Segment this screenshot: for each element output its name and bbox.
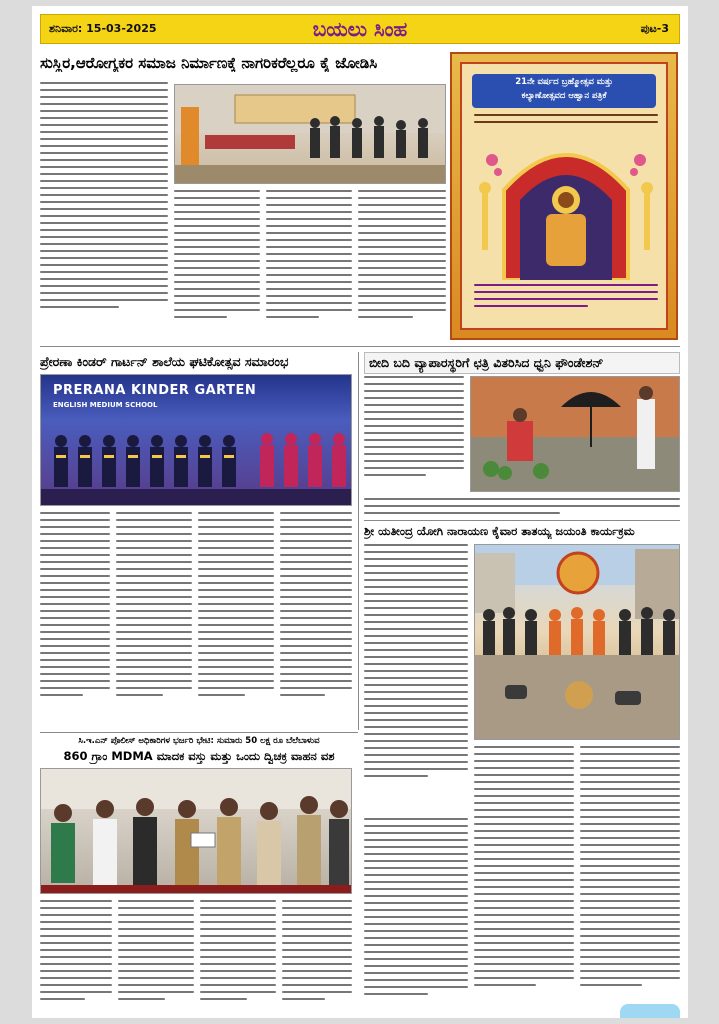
main-article-column-2: [174, 190, 260, 340]
prerana-photo-banner: PRERANA KINDER GARTEN: [53, 383, 257, 398]
invitation-title-line2: ಕಲ್ಯಾಣೋತ್ಸವದ ಆಹ್ವಾನ ಪತ್ರಿಕೆ: [521, 91, 607, 101]
invitation-address-lines: [474, 114, 658, 130]
deity-illustration: [474, 130, 658, 280]
invitation-title-line1: 21ನೇ ವರ್ಷದ ಬ್ರಹ್ಮೋತ್ಸವ ಮತ್ತು: [515, 77, 613, 87]
column-divider: [358, 352, 359, 730]
street-vendors-headline: ಬೀದಿ ಬದಿ ವ್ಯಾಪಾರಸ್ಥರಿಗೆ ಛತ್ರಿ ವಿತರಿಸಿದ ಧ್ವನಿ ಫೌಂಡೇಶನ್: [364, 352, 680, 374]
masthead-date: ಶನಿವಾರ: 15-03-2025: [49, 22, 157, 35]
main-article-column-3: [266, 190, 352, 340]
prerana-article-column-1: [40, 512, 110, 726]
section-divider: [364, 520, 680, 521]
umbrella-distribution-illustration: [471, 377, 680, 492]
procession-illustration: [475, 545, 680, 740]
yogi-procession-photo: [474, 544, 680, 740]
police-headline: 860 ಗ್ರಾಂ MDMA ಮಾದಕ ವಸ್ತು ಮತ್ತು ಒಂದು ದ್ವಿಚಕ್ರ ವಾಹನ ವಶ: [63, 749, 335, 763]
yogi-article-column-1: [364, 544, 468, 812]
section-divider: [40, 346, 680, 347]
prerana-article-column-2: [116, 512, 192, 726]
street-vendors-article-text: [364, 376, 464, 494]
masthead-page-number: ಪುಟ-3: [640, 22, 669, 35]
police-article-column-1: [40, 900, 112, 1018]
prerana-photo: [40, 374, 352, 506]
police-kicker: ಸಿ.ಇ.ಎನ್ ಪೊಲೀಸ್ ಅಧಿಕಾರಿಗಳ ಭರ್ಜರಿ ಭೇಟಿ: ಸುಮಾರು 50 ಲಕ್ಷ ರೂ ಬೆಲೆಬಾಳುವ: [78, 736, 320, 746]
street-vendors-photo: [470, 376, 680, 492]
main-headline: ಸುಸ್ಥಿರ,ಆರೋಗ್ಯಕರ ಸಮಾಜ ನಿರ್ಮಾಣಕ್ಕೆ ನಾಗರಿಕರೆಲ್ಲರೂ ಕೈ ಜೋಡಿಸಿ: [40, 54, 378, 72]
prerana-photo-subbanner: ENGLISH MEDIUM SCHOOL: [53, 401, 158, 409]
main-article-photo: [174, 84, 446, 184]
police-article-column-3: [200, 900, 276, 1018]
yogi-article-column-2: [474, 746, 574, 1018]
prerana-headline: ಪ್ರೇರಣಾ ಕಿಂಡರ್ ಗಾರ್ಟನ್ ಶಾಲೆಯ ಘಟಿಕೋತ್ಸವ ಸಮಾರಂಭ: [40, 354, 289, 369]
main-article-column-1: [40, 82, 168, 340]
street-vendors-caption: [364, 498, 680, 518]
newspaper-page: [32, 6, 688, 1018]
section-divider: [40, 732, 358, 733]
yogi-article-column-1b: [364, 818, 468, 1018]
invitation-footer-lines: [474, 284, 658, 330]
police-article-column-2: [118, 900, 194, 1018]
police-photo: [40, 768, 352, 894]
yogi-article-column-3: [580, 746, 680, 1018]
masthead: [40, 14, 680, 44]
main-article-column-4: [358, 190, 446, 340]
yogi-headline: ಶ್ರೀ ಯತೀಂದ್ರ ಯೋಗಿ ನಾರಾಯಣ ಕೈವಾರ ತಾತಯ್ಯ ಜಯಂತಿ ಕಾರ್ಯಕ್ರಮ: [364, 524, 635, 538]
police-officers-illustration: [41, 769, 352, 894]
page-footer-tab: [620, 1004, 680, 1018]
masthead-title: ಬಯಲು ಸಿಂಹ: [312, 17, 408, 41]
temple-invitation-ad: [450, 52, 678, 340]
stage-event-illustration: [175, 85, 446, 184]
police-article-column-4: [282, 900, 352, 1018]
prerana-article-column-4: [280, 512, 352, 726]
prerana-article-column-3: [198, 512, 274, 726]
invitation-frame: [460, 62, 668, 330]
graduation-students-illustration: [41, 411, 352, 506]
